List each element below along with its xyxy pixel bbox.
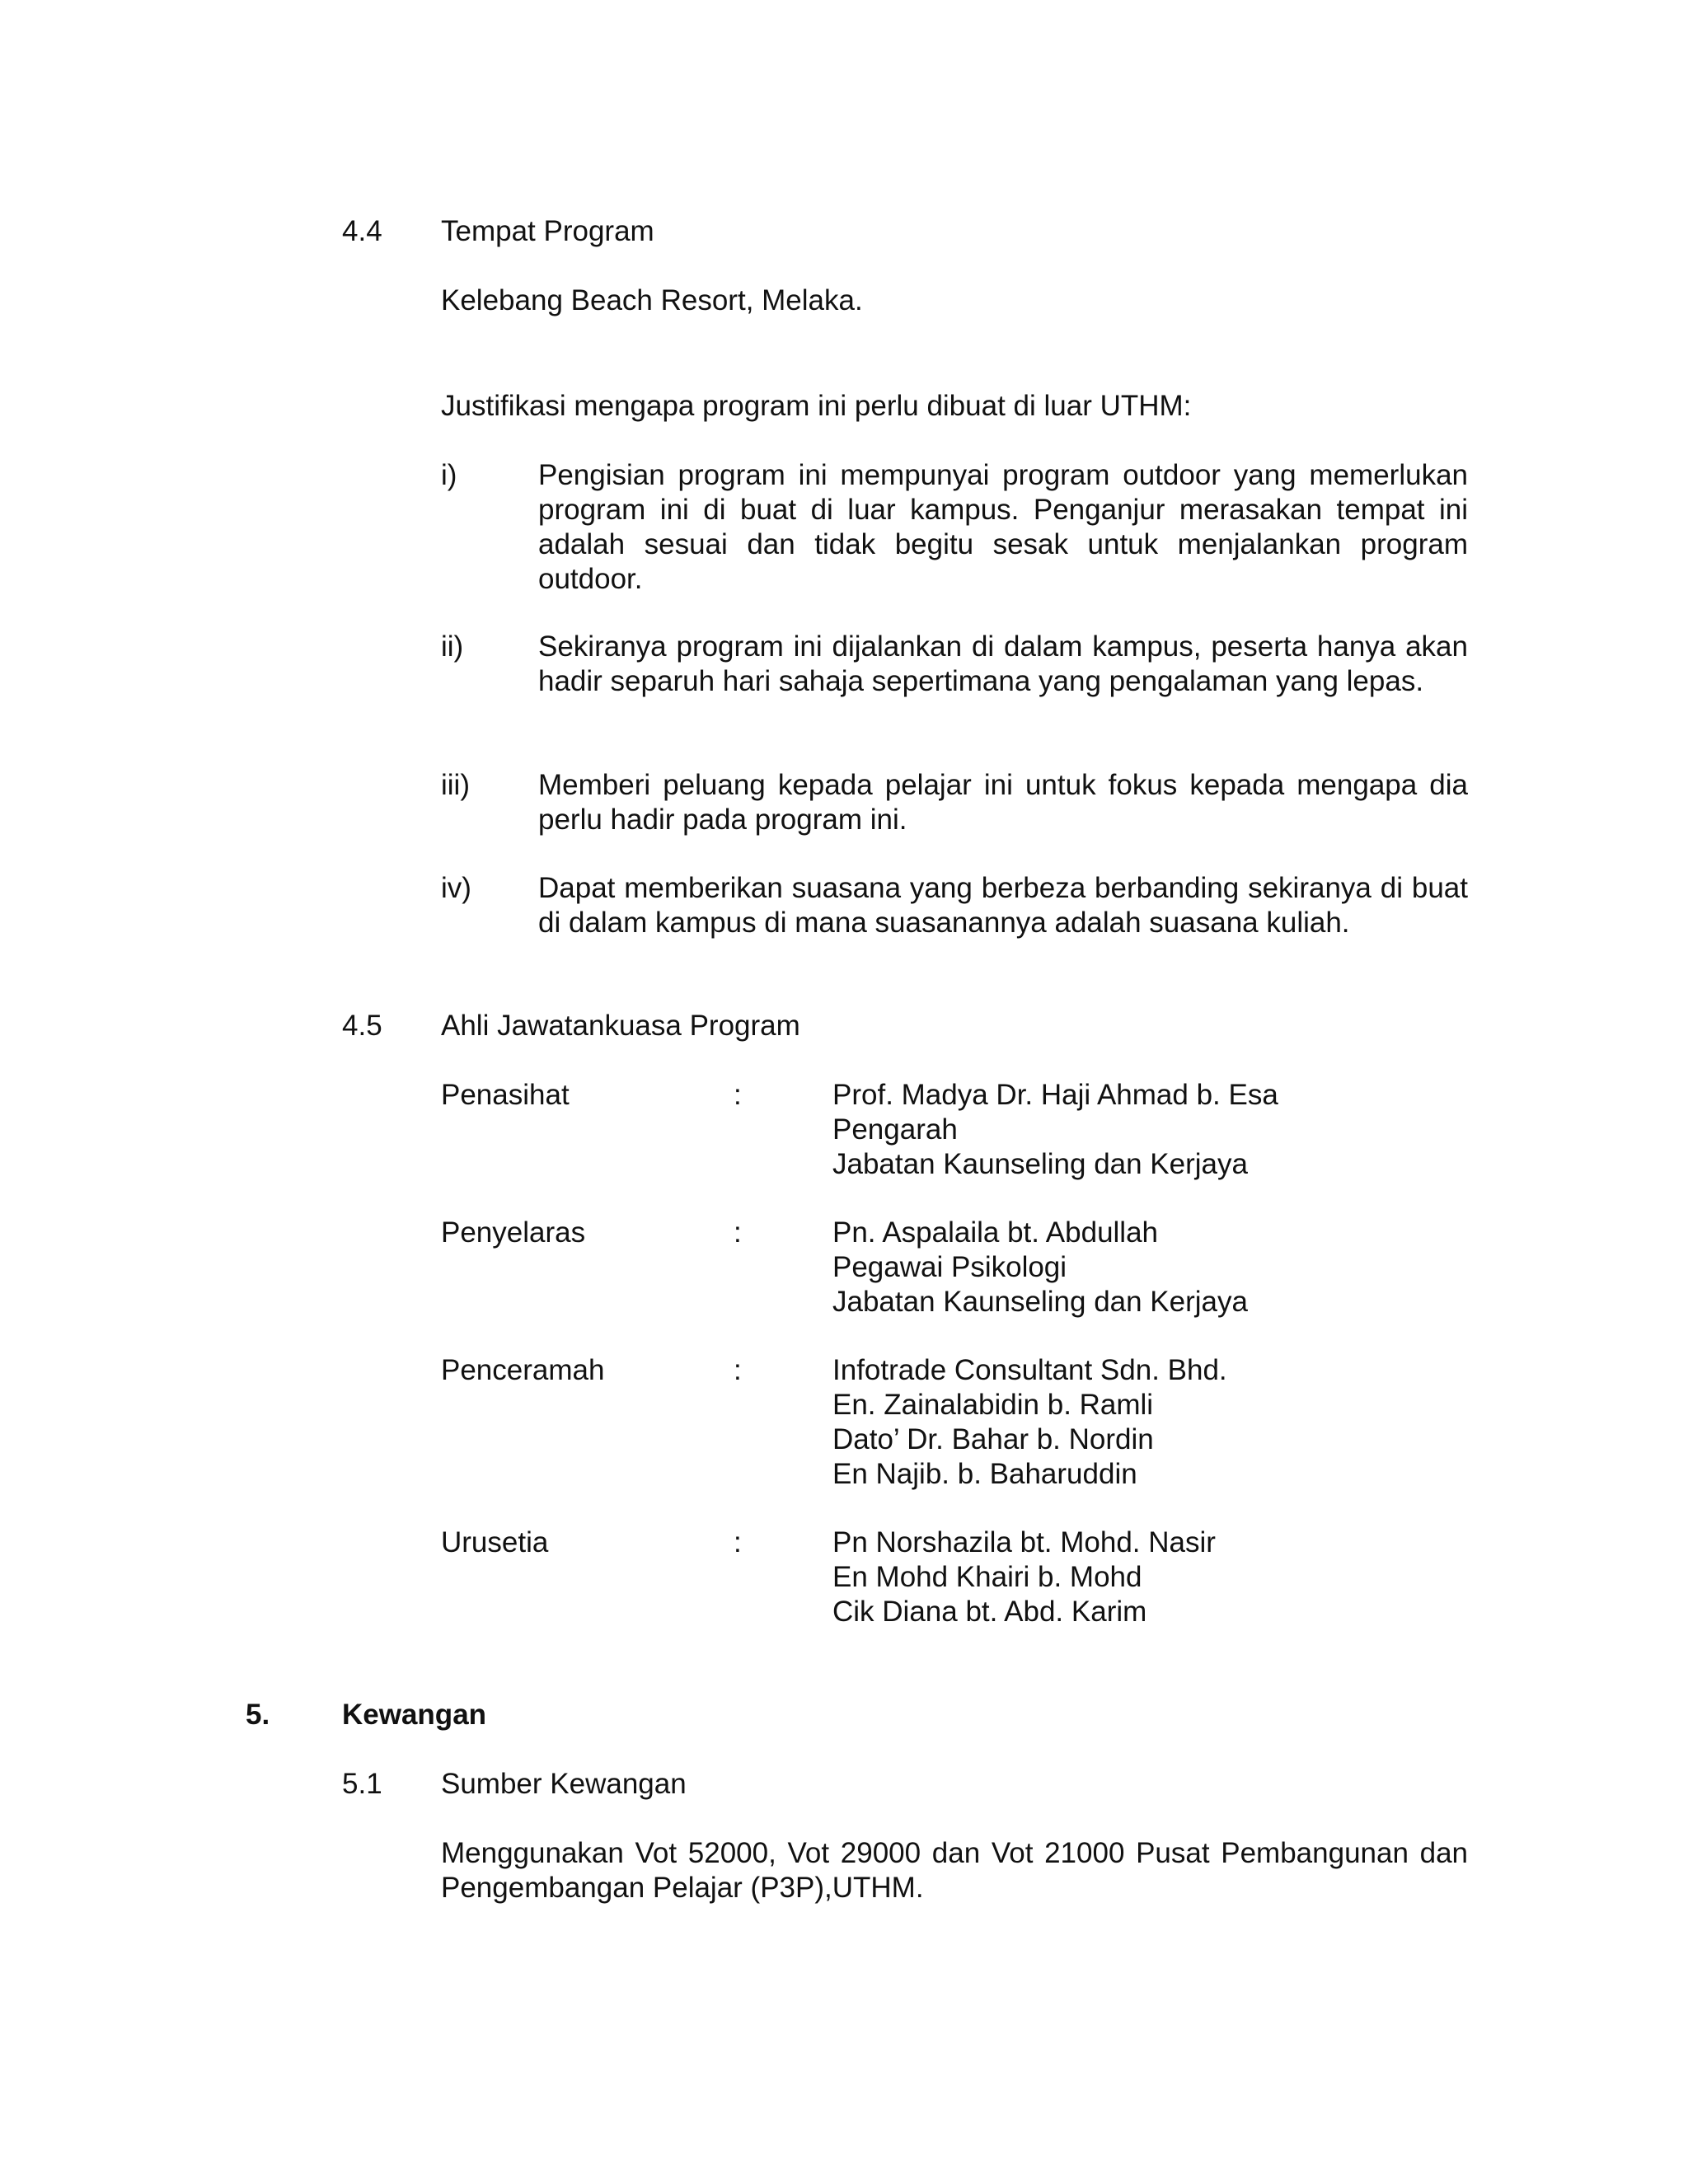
section-number-5-1: 5.1 <box>342 1768 382 1800</box>
list-item-text: Memberi peluang kepada pelajar ini untuk fokus kepada mengapa dia perlu hadir pada program ini. <box>538 769 1468 836</box>
committee-name-line: En. Zainalabidin b. Ramli <box>832 1389 1154 1421</box>
section-title-sumber-kewangan: Sumber Kewangan <box>441 1768 687 1800</box>
committee-role: Penasihat <box>441 1079 570 1111</box>
committee-name-line: En Mohd Khairi b. Mohd <box>832 1561 1142 1593</box>
committee-role: Urusetia <box>441 1526 549 1558</box>
committee-name-line: Pengarah <box>832 1113 958 1146</box>
section-number-4-4: 4.4 <box>342 215 382 247</box>
committee-colon: : <box>734 1216 742 1249</box>
committee-name-line: Dato’ Dr. Bahar b. Nordin <box>832 1423 1154 1455</box>
section-number-5: 5. <box>246 1699 270 1731</box>
section-number-4-5: 4.5 <box>342 1010 382 1042</box>
committee-name-line: Pegawai Psikologi <box>832 1251 1067 1283</box>
justification-heading: Justifikasi mengapa program ini perlu dibuat di luar UTHM: <box>441 390 1192 422</box>
funding-source-text: Menggunakan Vot 52000, Vot 29000 dan Vot 21000 Pusat Pembangunan dan Pengembangan Pelajar (P3P),UTHM. <box>441 1837 1468 1904</box>
committee-role: Penyelaras <box>441 1216 586 1249</box>
committee-name-line: En Najib. b. Baharuddin <box>832 1458 1137 1490</box>
committee-colon: : <box>734 1354 742 1386</box>
committee-name-line: Cik Diana bt. Abd. Karim <box>832 1596 1147 1628</box>
committee-name-line: Infotrade Consultant Sdn. Bhd. <box>832 1354 1227 1386</box>
list-item-text: Pengisian program ini mempunyai program outdoor yang memerlukan program ini di buat di luar kampus. Penganjur merasakan tempat ini adalah sesuai dan tidak begitu sesak untuk menjalankan program outdoor. <box>538 459 1468 595</box>
program-location: Kelebang Beach Resort, Melaka. <box>441 284 863 316</box>
list-item-label: iv) <box>441 872 471 904</box>
committee-role: Penceramah <box>441 1354 605 1386</box>
committee-name-line: Pn. Aspalaila bt. Abdullah <box>832 1216 1159 1249</box>
section-title-kewangan: Kewangan <box>342 1699 487 1731</box>
list-item-text: Dapat memberikan suasana yang berbeza berbanding sekiranya di buat di dalam kampus di mana suasanannya adalah suasana kuliah. <box>538 872 1468 939</box>
committee-name-line: Jabatan Kaunseling dan Kerjaya <box>832 1286 1248 1318</box>
committee-name-line: Jabatan Kaunseling dan Kerjaya <box>832 1148 1248 1180</box>
list-item-label: ii) <box>441 630 464 663</box>
section-title-tempat-program: Tempat Program <box>441 215 654 247</box>
list-item-text: Sekiranya program ini dijalankan di dalam kampus, peserta hanya akan hadir separuh hari sahaja sepertimana yang pengalaman yang lepas. <box>538 630 1468 697</box>
section-title-committee: Ahli Jawatankuasa Program <box>441 1010 800 1042</box>
committee-name-line: Pn Norshazila bt. Mohd. Nasir <box>832 1526 1216 1558</box>
list-item-label: i) <box>441 459 457 491</box>
committee-colon: : <box>734 1079 742 1111</box>
committee-name-line: Prof. Madya Dr. Haji Ahmad b. Esa <box>832 1079 1278 1111</box>
committee-colon: : <box>734 1526 742 1558</box>
list-item-label: iii) <box>441 769 470 801</box>
